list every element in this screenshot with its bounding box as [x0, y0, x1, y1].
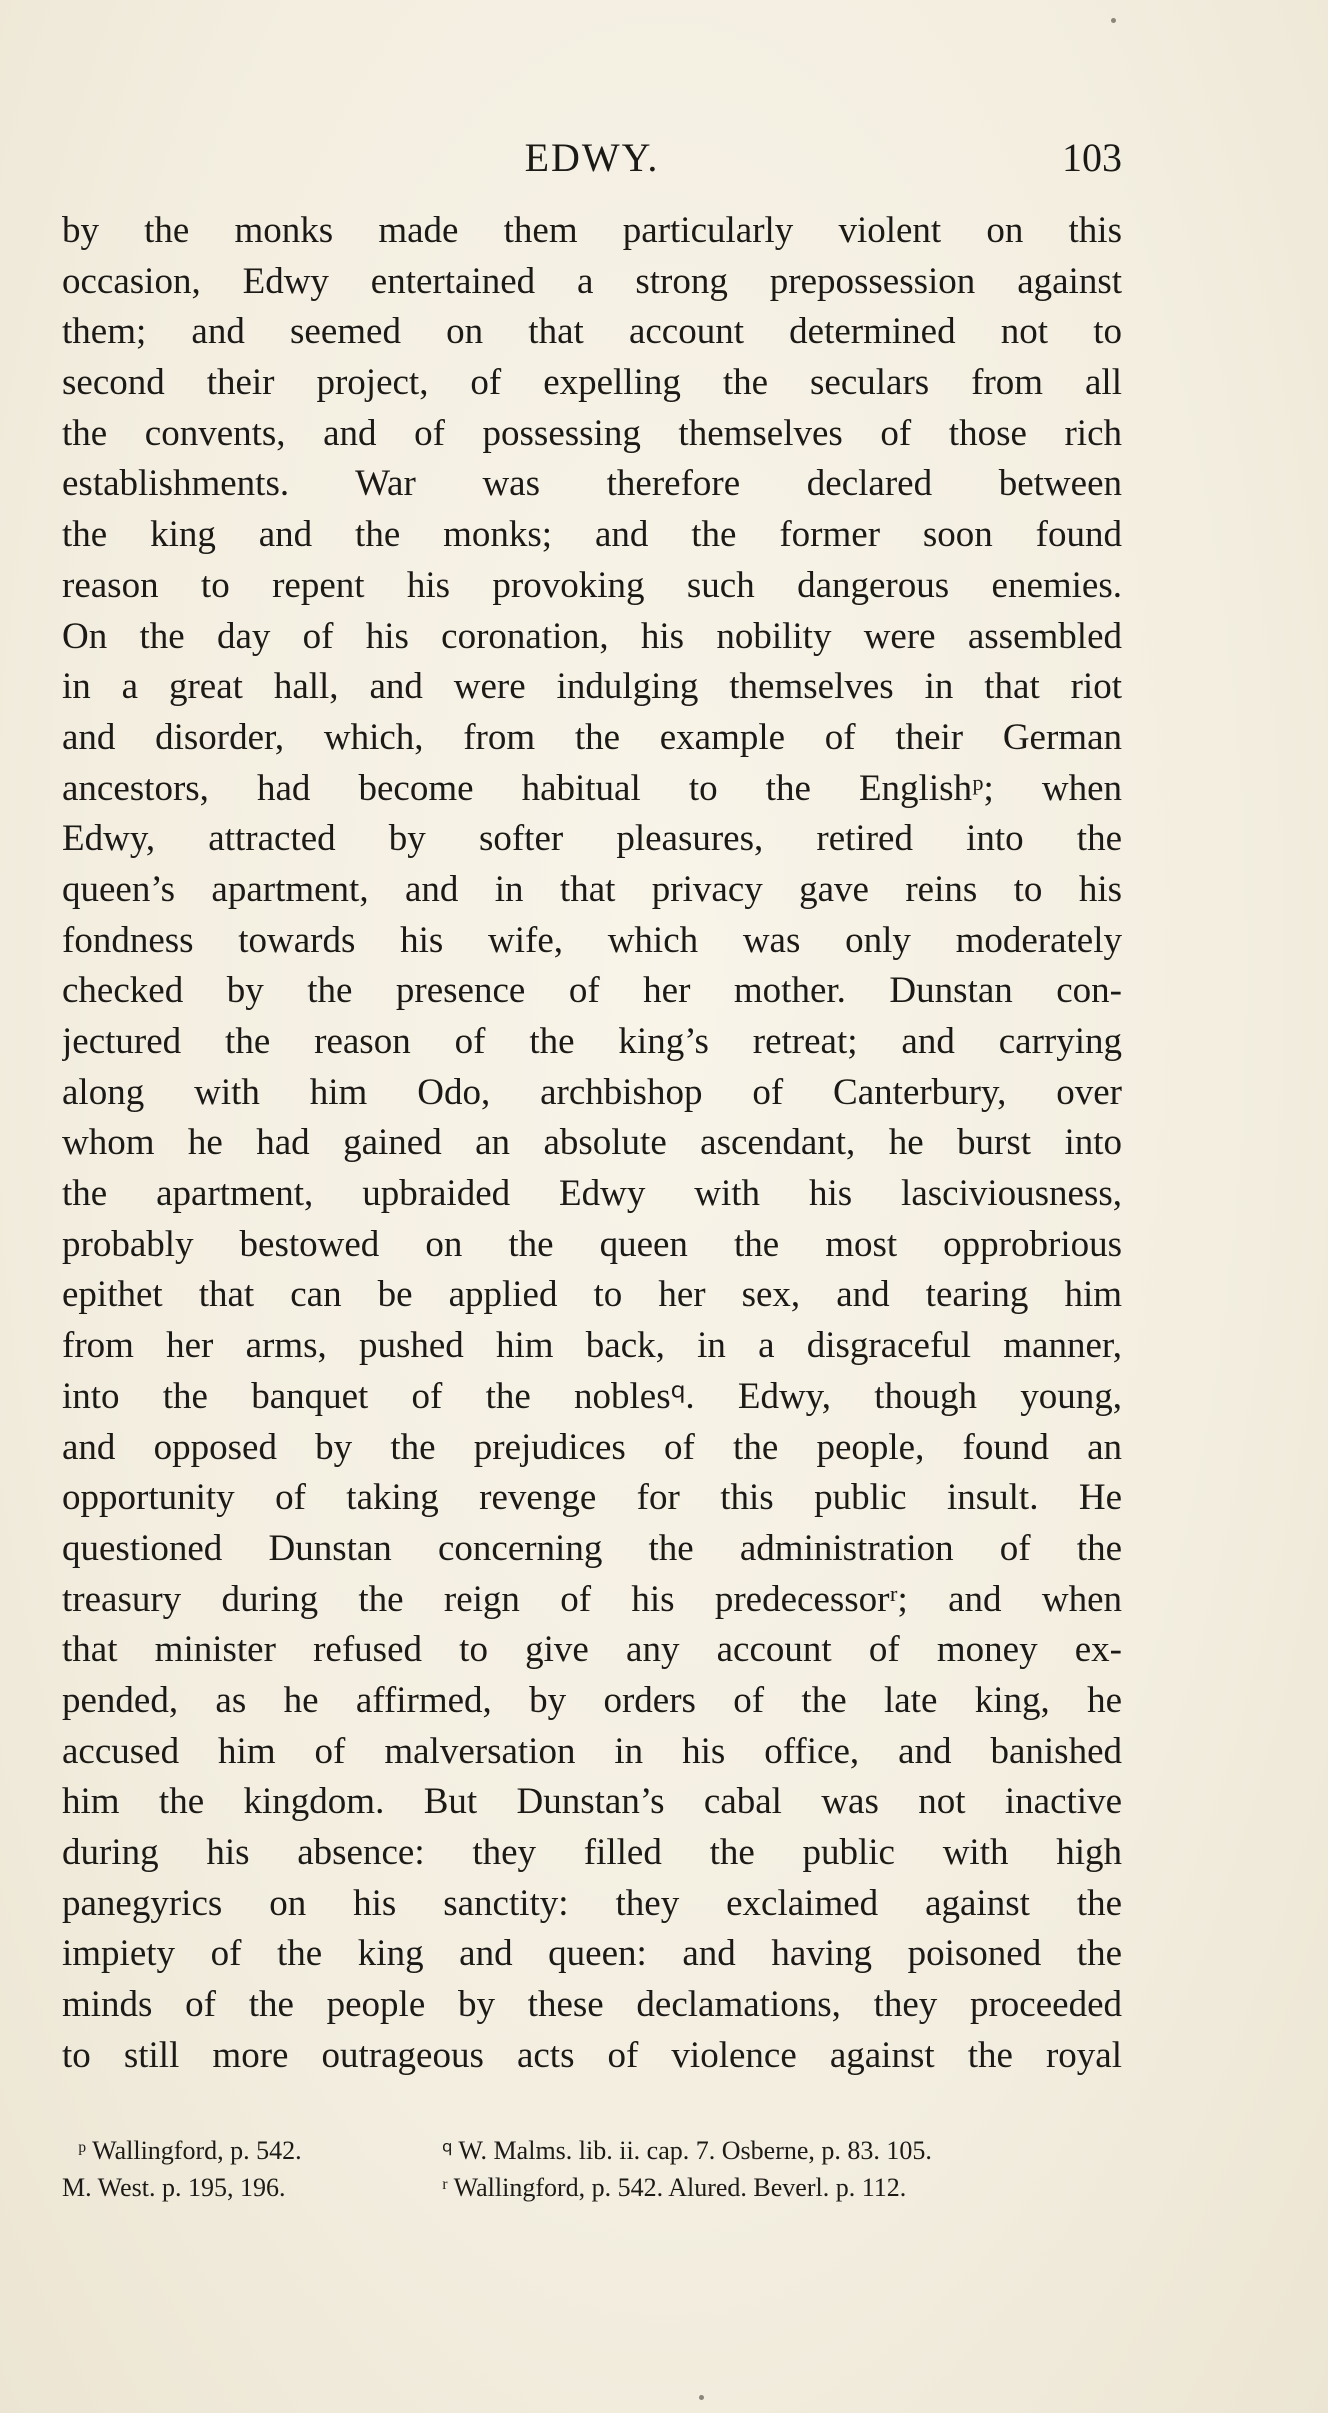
- text-line: him the kingdom. But Dunstan’s cabal was not inactive: [62, 1781, 1122, 1823]
- text-line: jectured the reason of the king’s retreat; and carrying: [62, 1021, 1122, 1062]
- text-line: accused him of malversation in his office, and banished: [62, 1730, 1122, 1772]
- text-line: by the monks made them particularly violent on this: [62, 210, 1122, 251]
- text-line: establishments. War was therefore declared between: [62, 463, 1122, 505]
- running-title: EDWY.: [524, 135, 660, 180]
- footnotes: [62, 2132, 1122, 2206]
- text-line: On the day of his coronation, his nobility were assembled: [62, 615, 1122, 657]
- page-number: 103: [1062, 135, 1122, 180]
- text-line: reason to repent his provoking such dangerous enemies.: [62, 564, 1122, 606]
- body-text: [62, 206, 1122, 2081]
- text-line: that minister refused to give any account of money ex-: [62, 1629, 1122, 1671]
- footnote-q: 𐞥 W. Malms. lib. ii. cap. 7. Osberne, p. 83. 105.: [442, 2136, 932, 2165]
- text-line: to still more outrageous acts of violence against the royal: [62, 2034, 1122, 2076]
- text-line: whom he had gained an absolute ascendant, he burst into: [62, 1122, 1122, 1164]
- text-line: epithet that can be applied to her sex, and tearing him: [62, 1274, 1122, 1316]
- text-line: fondness towards his wife, which was only moderately: [62, 919, 1122, 961]
- text-line: along with him Odo, archbishop of Canterbury, over: [62, 1071, 1122, 1113]
- text-line: Edwy, attracted by softer pleasures, retired into the: [62, 818, 1122, 860]
- text-line: and opposed by the prejudices of the people, found an: [62, 1426, 1122, 1468]
- text-line: opportunity of taking revenge for this public insult. He: [62, 1477, 1122, 1519]
- footnote-p-continued: M. West. p. 195, 196.: [62, 2173, 286, 2202]
- running-header: [62, 128, 1122, 188]
- text-line: panegyrics on his sanctity: they exclaimed against the: [62, 1882, 1122, 1924]
- text-line: and disorder, which, from the example of their German: [62, 716, 1122, 758]
- text-line: minds of the people by these declamations, they proceeded: [62, 1984, 1122, 2026]
- text-line: probably bestowed on the queen the most opprobrious: [62, 1223, 1122, 1265]
- text-line: occasion, Edwy entertained a strong prepossession against: [62, 260, 1122, 302]
- text-line: pended, as he affirmed, by orders of the late king, he: [62, 1679, 1122, 1721]
- footnote-row: [62, 2169, 1122, 2206]
- text-line: ancestors, had become habitual to the Englishᵖ; when: [62, 767, 1122, 809]
- text-line: checked by the presence of her mother. Dunstan con-: [62, 970, 1122, 1012]
- text-line: the apartment, upbraided Edwy with his lasciviousness,: [62, 1173, 1122, 1215]
- text-line: the convents, and of possessing themselves of those rich: [62, 412, 1122, 454]
- text-line: them; and seemed on that account determined not to: [62, 311, 1122, 353]
- text-line: into the banquet of the nobles𐞥. Edwy, though young,: [62, 1375, 1122, 1417]
- text-line: in a great hall, and were indulging themselves in that riot: [62, 666, 1122, 708]
- footnote-p: ᵖ Wallingford, p. 542.: [78, 2136, 302, 2165]
- paper-speck: [699, 2395, 704, 2400]
- text-line: queen’s apartment, and in that privacy gave reins to his: [62, 868, 1122, 910]
- text-line: questioned Dunstan concerning the administration of the: [62, 1527, 1122, 1569]
- footnote-row: [62, 2132, 1122, 2169]
- footnote-r: ʳ Wallingford, p. 542. Alured. Beverl. p. 112.: [442, 2173, 907, 2202]
- text-line: second their project, of expelling the seculars from all: [62, 362, 1122, 404]
- text-line: impiety of the king and queen: and having poisoned the: [62, 1933, 1122, 1975]
- text-line: from her arms, pushed him back, in a disgraceful manner,: [62, 1325, 1122, 1367]
- text-line: during his absence: they filled the public with high: [62, 1832, 1122, 1873]
- text-line: treasury during the reign of his predecessorʳ; and when: [62, 1578, 1122, 1620]
- paper-speck: [1111, 18, 1116, 23]
- text-line: the king and the monks; and the former soon found: [62, 514, 1122, 556]
